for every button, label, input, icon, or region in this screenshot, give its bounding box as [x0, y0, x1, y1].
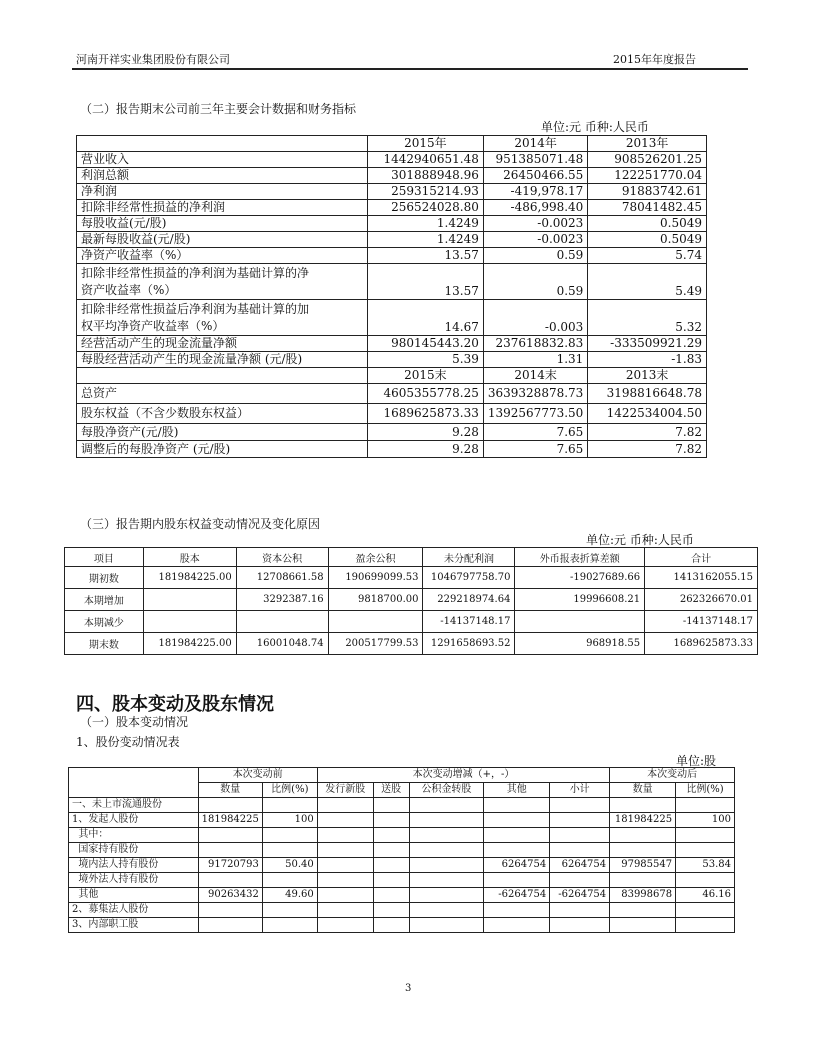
- year-end-header: 2014末: [483, 368, 587, 384]
- value-cell: -0.0023: [483, 232, 587, 248]
- value-cell: 7.65: [483, 441, 587, 458]
- table-row: [69, 813, 735, 828]
- table-row: [77, 232, 707, 248]
- page-header: [72, 50, 748, 70]
- value-cell: 256524028.80: [367, 200, 483, 216]
- value-cell: [610, 843, 676, 858]
- value-cell: 1.31: [483, 352, 587, 368]
- value-cell: 262326670.01: [645, 589, 758, 611]
- table-row: [77, 248, 707, 264]
- value-cell: [409, 888, 484, 903]
- label-line: 资产收益率（%）: [81, 282, 177, 297]
- value-cell: [550, 918, 610, 933]
- table-row: [69, 918, 735, 933]
- value-cell: [262, 798, 317, 813]
- group-header: 本次变动前: [198, 768, 317, 783]
- row-label: 股东权益（不含少数股东权益）: [77, 404, 368, 424]
- value-cell: 12708661.58: [236, 567, 328, 589]
- value-cell: -0.003: [483, 300, 587, 336]
- row-label: 利润总额: [77, 168, 368, 184]
- financial-indicators-table: [76, 135, 707, 458]
- row-label: 其他: [69, 888, 199, 903]
- value-cell: 4605355778.25: [367, 384, 483, 404]
- value-cell: [262, 843, 317, 858]
- value-cell: [373, 873, 409, 888]
- value-cell: [328, 611, 423, 633]
- column-header: 合计: [645, 548, 758, 567]
- value-cell: [484, 918, 550, 933]
- value-cell: 83998678: [610, 888, 676, 903]
- value-cell: [198, 843, 262, 858]
- value-cell: 0.59: [483, 248, 587, 264]
- value-cell: 46.16: [676, 888, 735, 903]
- column-header: 送股: [373, 783, 409, 798]
- value-cell: 1392567773.50: [483, 404, 587, 424]
- value-cell: [317, 798, 373, 813]
- value-cell: [198, 873, 262, 888]
- value-cell: 91720793: [198, 858, 262, 873]
- value-cell: [373, 903, 409, 918]
- year-header-row: [77, 136, 707, 152]
- value-cell: 5.39: [367, 352, 483, 368]
- label-line: 扣除非经常性损益的净利润为基础计算的净: [81, 265, 310, 280]
- value-cell: [676, 798, 735, 813]
- value-cell: 1291658693.52: [423, 633, 515, 655]
- value-cell: [550, 903, 610, 918]
- value-cell: 16001048.74: [236, 633, 328, 655]
- value-cell: [373, 813, 409, 828]
- value-cell: 181984225.00: [143, 567, 236, 589]
- value-cell: [373, 888, 409, 903]
- year-header: 2013年: [588, 136, 707, 152]
- share-change-table: [68, 767, 735, 933]
- value-cell: 259315214.93: [367, 184, 483, 200]
- empty-cell: [69, 768, 199, 798]
- value-cell: [143, 611, 236, 633]
- equity-change-table: [64, 547, 758, 655]
- value-cell: [317, 843, 373, 858]
- value-cell: [373, 843, 409, 858]
- value-cell: 237618832.83: [483, 336, 587, 352]
- value-cell: 9.28: [367, 424, 483, 441]
- table-row: [77, 441, 707, 458]
- label-line: 扣除非经常性损益后净利润为基础计算的加: [81, 301, 310, 316]
- value-cell: 3639328878.73: [483, 384, 587, 404]
- row-label: 经营活动产生的现金流量净额: [77, 336, 368, 352]
- label-line: 权平均净资产收益率（%）: [81, 318, 225, 333]
- table-row: [65, 633, 758, 655]
- value-cell: 908526201.25: [588, 152, 707, 168]
- table-row: [69, 888, 735, 903]
- value-cell: [373, 918, 409, 933]
- value-cell: [373, 828, 409, 843]
- value-cell: -6264754: [550, 888, 610, 903]
- value-cell: 951385071.48: [483, 152, 587, 168]
- value-cell: -6264754: [484, 888, 550, 903]
- value-cell: 100: [676, 813, 735, 828]
- company-name: 河南开祥实业集团股份有限公司: [76, 53, 230, 66]
- table-row: [65, 589, 758, 611]
- value-cell: 1689625873.33: [367, 404, 483, 424]
- value-cell: [198, 798, 262, 813]
- value-cell: [484, 873, 550, 888]
- column-header: 项目: [65, 548, 144, 567]
- value-cell: [262, 828, 317, 843]
- header-row: [65, 548, 758, 567]
- row-label: 境内法人持有股份: [69, 858, 199, 873]
- value-cell: 90263432: [198, 888, 262, 903]
- row-label: 一、未上市流通股份: [69, 798, 199, 813]
- value-cell: [317, 813, 373, 828]
- column-header: 比例(%): [676, 783, 735, 798]
- row-label: [77, 264, 368, 300]
- row-label: 总资产: [77, 384, 368, 404]
- value-cell: -19027689.66: [515, 567, 645, 589]
- value-cell: [317, 888, 373, 903]
- value-cell: [676, 903, 735, 918]
- value-cell: [550, 843, 610, 858]
- table-row: [77, 424, 707, 441]
- value-cell: -14137148.17: [423, 611, 515, 633]
- row-label: 每股收益(元/股): [77, 216, 368, 232]
- value-cell: 13.57: [367, 248, 483, 264]
- value-cell: [409, 828, 484, 843]
- value-cell: -14137148.17: [645, 611, 758, 633]
- row-label: 本期增加: [65, 589, 144, 611]
- table-row: [69, 798, 735, 813]
- value-cell: 50.40: [262, 858, 317, 873]
- value-cell: [317, 873, 373, 888]
- value-cell: 229218974.64: [423, 589, 515, 611]
- value-cell: 181984225.00: [143, 633, 236, 655]
- column-header: 小计: [550, 783, 610, 798]
- row-label: 调整后的每股净资产 (元/股): [77, 441, 368, 458]
- year-end-header: 2015末: [367, 368, 483, 384]
- value-cell: [262, 918, 317, 933]
- value-cell: 1442940651.48: [367, 152, 483, 168]
- value-cell: [676, 918, 735, 933]
- row-label: 3、内部职工股: [69, 918, 199, 933]
- value-cell: -333509921.29: [588, 336, 707, 352]
- value-cell: 6264754: [550, 858, 610, 873]
- row-label: 营业收入: [77, 152, 368, 168]
- value-cell: [484, 903, 550, 918]
- value-cell: 100: [262, 813, 317, 828]
- section-3-title: （三）报告期内股东权益变动情况及变化原因: [80, 517, 321, 531]
- value-cell: 0.5049: [588, 232, 707, 248]
- row-label: 本期减少: [65, 611, 144, 633]
- column-header: 其他: [484, 783, 550, 798]
- value-cell: 5.32: [588, 300, 707, 336]
- value-cell: 0.5049: [588, 216, 707, 232]
- value-cell: [143, 589, 236, 611]
- row-label: 期初数: [65, 567, 144, 589]
- table-row: [65, 611, 758, 633]
- table-row: [69, 843, 735, 858]
- row-label: 每股净资产(元/股): [77, 424, 368, 441]
- section-4-title: 四、股本变动及股东情况: [76, 694, 274, 715]
- value-cell: [317, 828, 373, 843]
- value-cell: [550, 873, 610, 888]
- table-row: [77, 216, 707, 232]
- value-cell: 13.57: [367, 264, 483, 300]
- section-4-sub2: 1、股份变动情况表: [76, 735, 180, 749]
- value-cell: [676, 843, 735, 858]
- value-cell: 200517799.53: [328, 633, 423, 655]
- table-row: [77, 336, 707, 352]
- table-row: [69, 858, 735, 873]
- value-cell: [550, 828, 610, 843]
- value-cell: [409, 903, 484, 918]
- table-row: [77, 300, 707, 336]
- value-cell: -419,978.17: [483, 184, 587, 200]
- report-title: 2015年年度报告: [613, 53, 696, 66]
- table-row: [77, 384, 707, 404]
- value-cell: [317, 858, 373, 873]
- year-header: 2014年: [483, 136, 587, 152]
- value-cell: [484, 798, 550, 813]
- value-cell: -1.83: [588, 352, 707, 368]
- value-cell: [373, 858, 409, 873]
- value-cell: [317, 903, 373, 918]
- value-cell: [484, 813, 550, 828]
- column-header: 公积金转股: [409, 783, 484, 798]
- value-cell: 49.60: [262, 888, 317, 903]
- value-cell: 190699099.53: [328, 567, 423, 589]
- column-header: 未分配利润: [423, 548, 515, 567]
- column-header: 盈余公积: [328, 548, 423, 567]
- section-4-unit: 单位:股: [676, 754, 717, 768]
- value-cell: [550, 798, 610, 813]
- page-number: 3: [405, 983, 412, 994]
- value-cell: [610, 918, 676, 933]
- value-cell: 181984225: [610, 813, 676, 828]
- table-row: [77, 152, 707, 168]
- value-cell: [409, 843, 484, 858]
- value-cell: 53.84: [676, 858, 735, 873]
- value-cell: 968918.55: [515, 633, 645, 655]
- value-cell: 26450466.55: [483, 168, 587, 184]
- year-end-header-row: [77, 368, 707, 384]
- value-cell: 7.82: [588, 424, 707, 441]
- value-cell: [409, 918, 484, 933]
- value-cell: 122251770.04: [588, 168, 707, 184]
- year-header: 2015年: [367, 136, 483, 152]
- table-row: [77, 184, 707, 200]
- row-label: 期末数: [65, 633, 144, 655]
- value-cell: [409, 873, 484, 888]
- value-cell: 91883742.61: [588, 184, 707, 200]
- column-header: 数量: [198, 783, 262, 798]
- empty-cell: [77, 136, 368, 152]
- value-cell: [515, 611, 645, 633]
- value-cell: 3198816648.78: [588, 384, 707, 404]
- empty-cell: [77, 368, 368, 384]
- group-header: 本次变动增减（+，-）: [317, 768, 609, 783]
- table-row: [77, 264, 707, 300]
- value-cell: [484, 828, 550, 843]
- value-cell: 5.74: [588, 248, 707, 264]
- value-cell: 1.4249: [367, 232, 483, 248]
- value-cell: 9818700.00: [328, 589, 423, 611]
- value-cell: 1422534004.50: [588, 404, 707, 424]
- value-cell: [610, 798, 676, 813]
- column-header: 资本公积: [236, 548, 328, 567]
- value-cell: [198, 828, 262, 843]
- value-cell: [198, 903, 262, 918]
- year-end-header: 2013末: [588, 368, 707, 384]
- value-cell: [409, 798, 484, 813]
- value-cell: 3292387.16: [236, 589, 328, 611]
- value-cell: 97985547: [610, 858, 676, 873]
- group-header: 本次变动后: [610, 768, 735, 783]
- value-cell: [610, 828, 676, 843]
- column-header: 比例(%): [262, 783, 317, 798]
- table-row: [69, 828, 735, 843]
- row-label: 最新每股收益(元/股): [77, 232, 368, 248]
- value-cell: 7.82: [588, 441, 707, 458]
- table-row: [69, 903, 735, 918]
- value-cell: 301888948.96: [367, 168, 483, 184]
- table-row: [77, 168, 707, 184]
- section-3-unit: 单位:元 币种:人民币: [586, 533, 694, 547]
- value-cell: 19996608.21: [515, 589, 645, 611]
- section-2-title: （二）报告期末公司前三年主要会计数据和财务指标: [80, 102, 357, 116]
- value-cell: 1413162055.15: [645, 567, 758, 589]
- table-row: [77, 404, 707, 424]
- column-header: 发行新股: [317, 783, 373, 798]
- column-header: 股本: [143, 548, 236, 567]
- row-label: [77, 300, 368, 336]
- value-cell: [610, 873, 676, 888]
- column-header: 数量: [610, 783, 676, 798]
- row-label: 净资产收益率（%）: [77, 248, 368, 264]
- row-label: 净利润: [77, 184, 368, 200]
- value-cell: [484, 843, 550, 858]
- value-cell: -0.0023: [483, 216, 587, 232]
- value-cell: 5.49: [588, 264, 707, 300]
- row-label: 其中：: [69, 828, 199, 843]
- row-label: 每股经营活动产生的现金流量净额 (元/股): [77, 352, 368, 368]
- row-label: 国家持有股份: [69, 843, 199, 858]
- value-cell: 1.4249: [367, 216, 483, 232]
- row-label: 2、募集法人股份: [69, 903, 199, 918]
- value-cell: 980145443.20: [367, 336, 483, 352]
- value-cell: [676, 828, 735, 843]
- value-cell: 1046797758.70: [423, 567, 515, 589]
- value-cell: 6264754: [484, 858, 550, 873]
- value-cell: [676, 873, 735, 888]
- table-row: [69, 873, 735, 888]
- value-cell: [409, 858, 484, 873]
- value-cell: 0.59: [483, 264, 587, 300]
- group-header-row: [69, 768, 735, 783]
- value-cell: [610, 903, 676, 918]
- row-label: 1、发起人股份: [69, 813, 199, 828]
- row-label: 境外法人持有股份: [69, 873, 199, 888]
- value-cell: 9.28: [367, 441, 483, 458]
- value-cell: [236, 611, 328, 633]
- column-header: 外币报表折算差额: [515, 548, 645, 567]
- value-cell: [550, 813, 610, 828]
- value-cell: [198, 918, 262, 933]
- value-cell: 7.65: [483, 424, 587, 441]
- section-4-sub1: （一）股本变动情况: [80, 715, 189, 729]
- table-row: [77, 352, 707, 368]
- row-label: 扣除非经常性损益的净利润: [77, 200, 368, 216]
- value-cell: 78041482.45: [588, 200, 707, 216]
- value-cell: 181984225: [198, 813, 262, 828]
- value-cell: 14.67: [367, 300, 483, 336]
- table-row: [77, 200, 707, 216]
- value-cell: [262, 873, 317, 888]
- value-cell: [262, 903, 317, 918]
- value-cell: [409, 813, 484, 828]
- value-cell: [373, 798, 409, 813]
- section-2-unit: 单位:元 币种:人民币: [541, 120, 649, 134]
- table-row: [65, 567, 758, 589]
- value-cell: -486,998.40: [483, 200, 587, 216]
- value-cell: [317, 918, 373, 933]
- value-cell: 1689625873.33: [645, 633, 758, 655]
